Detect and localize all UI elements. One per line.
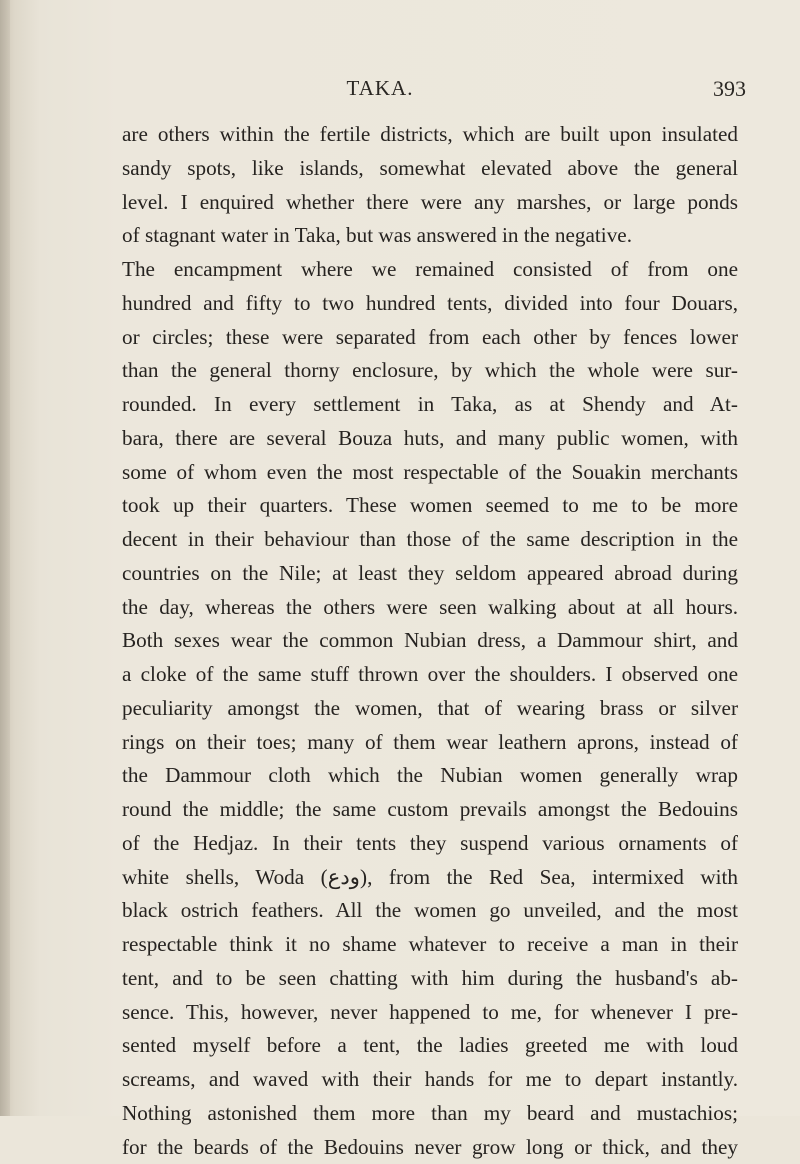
text-line: than the general thorny enclosure, by which the whole were sur-	[122, 354, 738, 388]
text-line: round the middle; the same custom prevails amongst the Bedouins	[122, 793, 738, 827]
text-line: or circles; these were separated from each other by fences lower	[122, 321, 738, 355]
text-line: sence. This, however, never happened to me, for whenever I pre-	[122, 996, 738, 1030]
text-line: hundred and fifty to two hundred tents, divided into four Douars,	[122, 287, 738, 321]
body-text	[122, 118, 738, 1164]
text-line: for the beards of the Bedouins never grow long or thick, and they	[122, 1131, 738, 1164]
text-line: of the Hedjaz. In their tents they suspend various ornaments of	[122, 827, 738, 861]
running-head: TAKA.	[0, 76, 760, 101]
text-line: The encampment where we remained consisted of from one	[122, 253, 738, 287]
page-header	[0, 76, 800, 106]
binding-gutter-shadow	[0, 0, 10, 1116]
text-line: screams, and waved with their hands for me to depart instantly.	[122, 1063, 738, 1097]
page-number: 393	[713, 76, 746, 102]
text-line: decent in their behaviour than those of the same description in the	[122, 523, 738, 557]
text-line: countries on the Nile; at least they seldom appeared abroad during	[122, 557, 738, 591]
text-line: took up their quarters. These women seemed to me to be more	[122, 489, 738, 523]
text-line: peculiarity amongst the women, that of wearing brass or silver	[122, 692, 738, 726]
text-line: Both sexes wear the common Nubian dress, a Dammour shirt, and	[122, 624, 738, 658]
text-line: a cloke of the same stuff thrown over the shoulders. I observed one	[122, 658, 738, 692]
text-line: some of whom even the most respectable of the Souakin merchants	[122, 456, 738, 490]
text-line: sandy spots, like islands, somewhat elevated above the general	[122, 152, 738, 186]
text-line: the Dammour cloth which the Nubian women generally wrap	[122, 759, 738, 793]
text-line: level. I enquired whether there were any marshes, or large ponds	[122, 186, 738, 220]
text-line: tent, and to be seen chatting with him during the husband's ab-	[122, 962, 738, 996]
text-line: black ostrich feathers. All the women go unveiled, and the most	[122, 894, 738, 928]
text-line: respectable think it no shame whatever to receive a man in their	[122, 928, 738, 962]
text-line: rings on their toes; many of them wear leathern aprons, instead of	[122, 726, 738, 760]
text-line: white shells, Woda (ودع), from the Red Sea, intermixed with	[122, 861, 738, 895]
text-line: the day, whereas the others were seen walking about at all hours.	[122, 591, 738, 625]
text-line: are others within the fertile districts, which are built upon insulated	[122, 118, 738, 152]
text-line: sented myself before a tent, the ladies greeted me with loud	[122, 1029, 738, 1063]
text-line: rounded. In every settlement in Taka, as at Shendy and At-	[122, 388, 738, 422]
text-line: Nothing astonished them more than my beard and mustachios;	[122, 1097, 738, 1131]
text-line: of stagnant water in Taka, but was answered in the negative.	[122, 219, 738, 253]
text-line: bara, there are several Bouza huts, and many public women, with	[122, 422, 738, 456]
